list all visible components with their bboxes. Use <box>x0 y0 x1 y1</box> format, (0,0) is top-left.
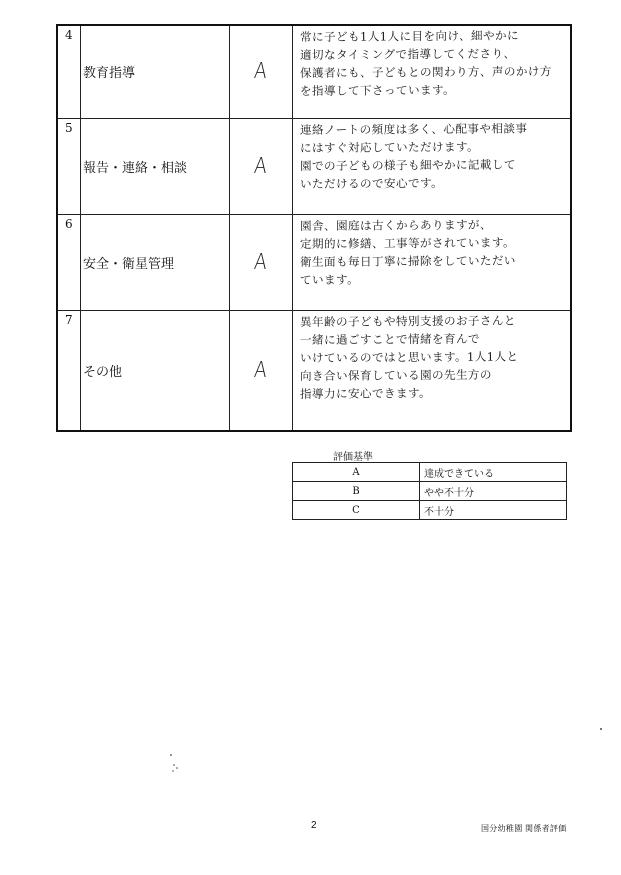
comment-cell <box>293 214 572 310</box>
comment-line: にはすぐ対応していただけます。 <box>299 139 480 155</box>
comment-line: いただけるので安心です。 <box>299 175 444 191</box>
criteria-grade: A <box>293 463 420 482</box>
handwritten-grade: A <box>253 153 269 179</box>
item-cell <box>81 310 230 431</box>
comment-line: 定期的に修繕、工事等がされています。 <box>299 234 516 251</box>
evaluation-row <box>57 310 571 431</box>
page-number: 2 <box>311 820 317 831</box>
evaluation-row <box>57 214 571 310</box>
comment-line: 園での子どもの様子も細やかに記載して <box>299 156 516 173</box>
comment-line: を指導して下さっています。 <box>299 82 456 98</box>
criteria-meaning: 不十分 <box>420 501 567 520</box>
handwritten-comment <box>293 311 570 403</box>
row-number-cell <box>57 118 81 214</box>
grade-cell <box>230 118 293 214</box>
comment-line: 異年齢の子どもや特別支援のお子さんと <box>299 312 516 329</box>
comment-line: 指導力に安心できます。 <box>299 385 432 401</box>
evaluation-row <box>57 118 571 214</box>
criteria-row <box>293 501 567 520</box>
handwritten-comment <box>293 119 570 193</box>
handwritten-grade: A <box>253 249 269 275</box>
footer-label: 国分幼稚園 関係者評価 <box>481 824 567 833</box>
row-number-cell <box>57 214 81 310</box>
comment-line: 常に子ども1人1人に目を向け、細やかに <box>299 28 520 44</box>
handwritten-comment <box>293 26 570 100</box>
item-label: その他 <box>83 364 123 380</box>
comment-line: 適切なタイミングで指導してくださり、 <box>299 46 516 62</box>
item-label: 報告・連絡・相談 <box>83 160 188 176</box>
comment-line: ています。 <box>299 272 360 287</box>
criteria-title: 評価基準 <box>333 452 373 463</box>
row-number: 5 <box>65 120 73 135</box>
item-cell <box>81 118 230 214</box>
item-label: 教育指導 <box>83 66 136 82</box>
comment-line: 向き合い保育している園の先生方の <box>299 367 492 383</box>
item-label: 安全・衛星管理 <box>83 256 175 272</box>
criteria-row <box>293 463 567 482</box>
comment-cell <box>293 310 572 431</box>
row-number: 4 <box>65 28 73 42</box>
item-cell <box>81 214 230 310</box>
criteria-meaning: 達成できている <box>420 463 567 482</box>
row-number: 7 <box>65 312 73 327</box>
item-cell <box>81 25 230 118</box>
comment-line: 衛生面も毎日丁寧に掃除をしていただい <box>299 252 516 269</box>
evaluation-table <box>56 24 572 432</box>
criteria-grade: B <box>293 482 420 501</box>
comment-line: 一緒に過ごすことで情緒を育んで <box>299 331 480 347</box>
row-number-cell <box>57 25 81 118</box>
stray-pen-marks <box>168 752 180 774</box>
comment-line: いけているのではと思います。1人1人と <box>299 348 519 365</box>
grade-cell <box>230 214 293 310</box>
handwritten-grade: A <box>253 357 269 383</box>
handwritten-comment <box>293 215 570 289</box>
comment-cell <box>293 25 572 118</box>
grade-cell <box>230 310 293 431</box>
row-number-cell <box>57 310 81 431</box>
comment-cell <box>293 118 572 214</box>
evaluation-row <box>57 25 571 118</box>
criteria-row <box>293 482 567 501</box>
row-number: 6 <box>65 216 73 231</box>
scan-speck <box>600 728 602 730</box>
grade-cell <box>230 25 293 118</box>
criteria-grade: C <box>293 501 420 520</box>
criteria-table <box>292 462 567 520</box>
comment-line: 連絡ノートの頻度は多く、心配事や相談事 <box>299 120 528 137</box>
comment-line: 園舎、園庭は古くからありますが、 <box>299 217 492 233</box>
criteria-meaning: やや不十分 <box>420 482 567 501</box>
handwritten-grade: A <box>253 59 269 85</box>
comment-line: 保護者にも、子どもとの関わり方、声のかけ方 <box>299 64 552 80</box>
